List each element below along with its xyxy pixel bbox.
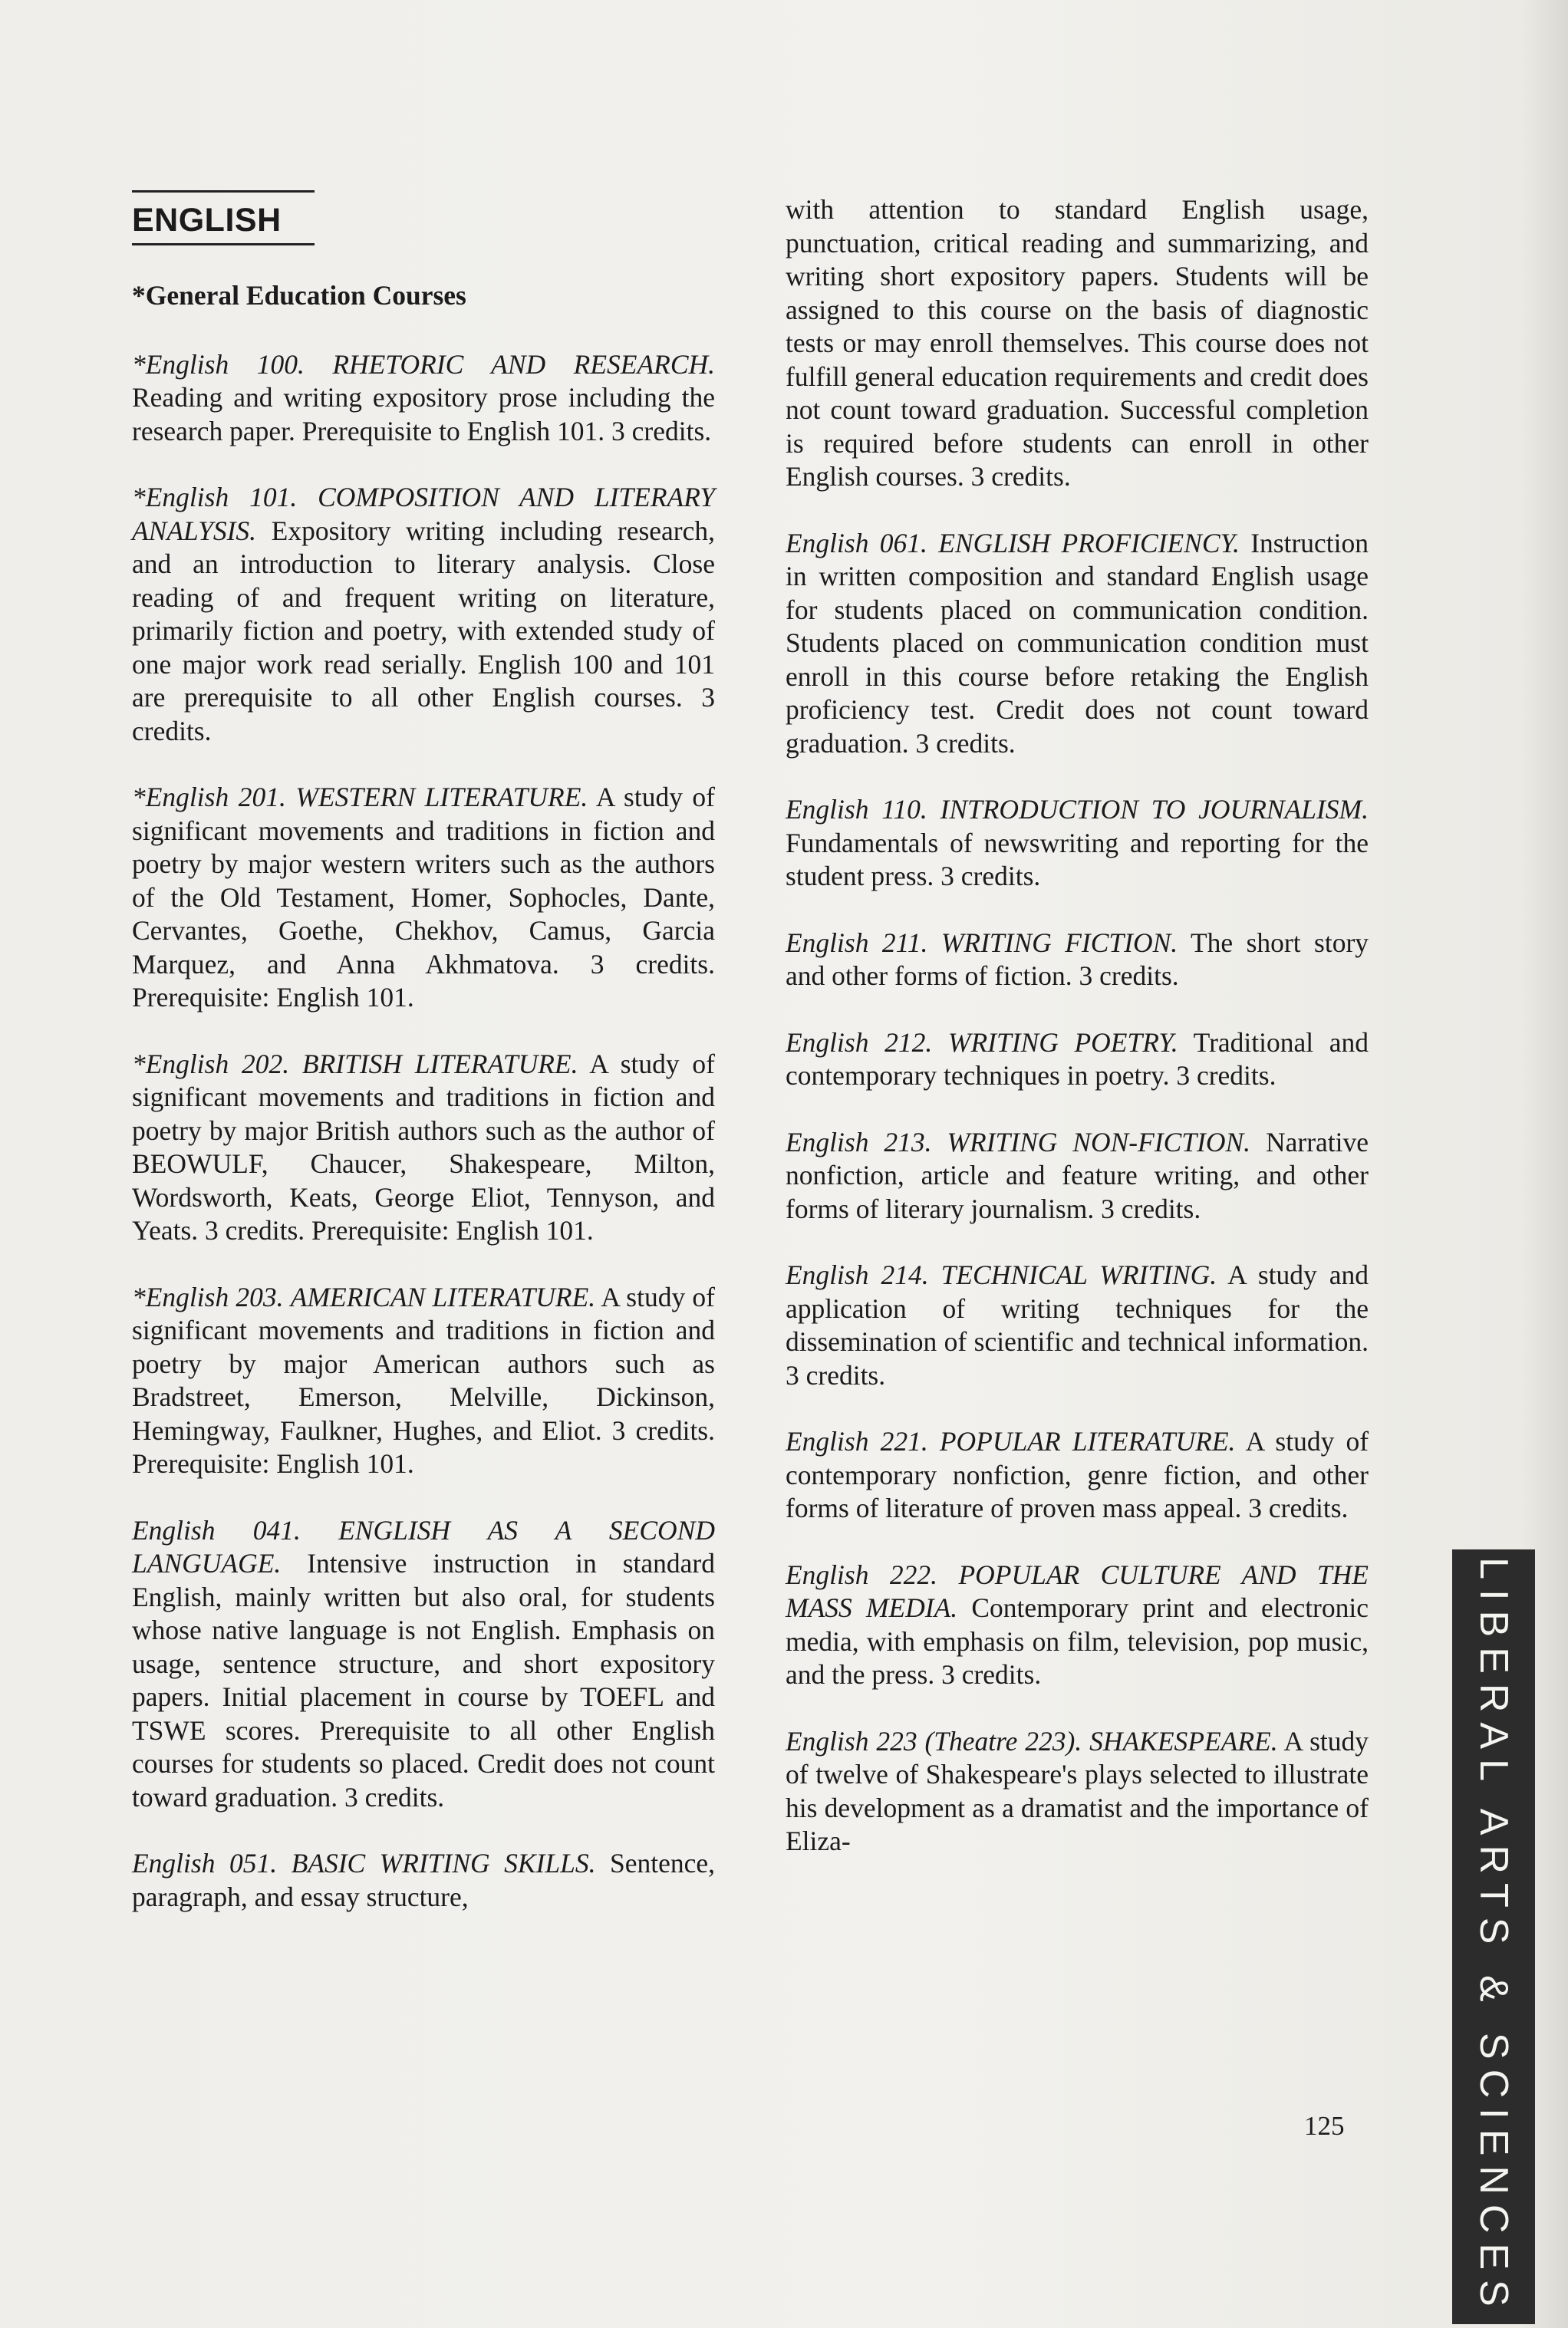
course-code: English 222. xyxy=(786,1559,938,1590)
side-tab-label: LIBERAL ARTS & SCIENCES xyxy=(1471,1557,1516,2316)
course-code: English 223 (Theatre 223). xyxy=(786,1725,1082,1757)
course-title: WRITING FICTION. xyxy=(940,927,1178,958)
course-entry xyxy=(786,927,1369,993)
course-code: English 110. xyxy=(786,794,927,825)
right-column xyxy=(786,193,1369,1892)
left-column xyxy=(132,190,715,1947)
course-description: Contemporary print and electronic media, with emphasis on film, television, pop music, and the press. 3 credits. xyxy=(786,1592,1369,1690)
course-entry xyxy=(786,1259,1369,1392)
course-entry xyxy=(786,1026,1369,1093)
course-entry xyxy=(132,348,715,449)
course-title: WRITING NON-FICTION. xyxy=(947,1126,1251,1157)
course-description: Instruction in written composition and standard English usage for students placed on communication condition. Students placed on communication condition must enroll in this course before retaking the English proficiency test. Credit does not count toward graduation. 3 credits. xyxy=(786,527,1369,759)
course-entry xyxy=(786,1559,1369,1692)
course-title: POPULAR LITERATURE. xyxy=(939,1426,1236,1457)
course-title: WESTERN LITERATURE. xyxy=(295,782,588,812)
course-code: *English 203. xyxy=(132,1281,284,1312)
course-code: English 221. xyxy=(786,1426,928,1457)
course-entry xyxy=(132,1514,715,1815)
course-title: BRITISH LITERATURE. xyxy=(301,1048,578,1079)
course-description: A study of significant movements and traditions in fiction and poetry by major American authors such as Bradstreet, Emerson, Melville, Dickinson, Hemingway, Faulkner, Hughes, and Eliot. 3 credits. Prerequisite: English 101. xyxy=(132,1281,715,1479)
course-entry xyxy=(132,1281,715,1481)
course-title: TECHNICAL WRITING. xyxy=(940,1259,1217,1290)
course-code: *English 101. xyxy=(132,482,298,512)
course-description: Expository writing including research, and an introduction to literary analysis. Close reading of and frequent writing on literature, primarily fiction and poetry, with extended study of one major work read serially. English 100 and 101 are prerequisite to all other English courses. 3 credits. xyxy=(132,515,715,746)
section-subhead: *General Education Courses xyxy=(132,280,466,311)
course-entry xyxy=(132,1847,715,1914)
course-code: *English 201. xyxy=(132,782,286,812)
course-description: A study and application of writing techniques for the dissemination of scientific and technical information. 3 credits. xyxy=(786,1259,1369,1391)
course-code: *English 100. xyxy=(132,348,305,380)
title-rule-bottom xyxy=(132,243,315,245)
course-description: Intensive instruction in standard English, mainly written but also oral, for students whose native language is not English. Emphasis on usage, sentence structure, and short expository papers. Initial placement in course by TOEFL and TSWE scores. Prerequisite to all other English courses for students so placed. Credit does not count toward graduation. 3 credits. xyxy=(132,1548,715,1813)
course-code: English 061. xyxy=(786,527,927,558)
course-title: INTRODUCTION TO JOURNALISM. xyxy=(940,794,1369,825)
course-title: RHETORIC AND RESEARCH. xyxy=(332,348,716,380)
right-course-list xyxy=(786,527,1369,1859)
title-rule-top xyxy=(132,190,315,193)
course-code: English 041. xyxy=(132,1514,301,1546)
section-title: ENGLISH xyxy=(132,202,282,239)
course-title: COMPOSITION AND LITERARY ANALYSIS. xyxy=(132,482,715,546)
course-title: ENGLISH PROFICIENCY. xyxy=(938,527,1240,558)
continued-description: with attention to standard English usage, punctuation, critical reading and summarizing, and writing short expository papers. Students will be assigned to this course on the basis of diagnostic tests or may enroll themselves. This course does not fulfill general education requirements and credit does not count toward graduation. Successful completion is required before students can enroll in other English courses. 3 credits. xyxy=(786,194,1369,492)
left-course-list xyxy=(132,348,715,1915)
course-title: ENGLISH AS A SECOND LANGUAGE. xyxy=(132,1514,715,1579)
course-title: POPULAR CULTURE AND THE MASS MEDIA. xyxy=(786,1559,1369,1623)
course-code: English 213. xyxy=(786,1126,932,1157)
course-code: English 214. xyxy=(786,1259,929,1290)
course-description: A study of contemporary nonfiction, genre fiction, and other forms of literature of proven mass appeal. 3 credits. xyxy=(786,1426,1369,1523)
course-description: Reading and writing expository prose including the research paper. Prerequisite to English 101. 3 credits. xyxy=(132,382,715,446)
course-description: A study of twelve of Shakespeare's plays selected to illustrate his development as a dramatist and the importance of Eliza- xyxy=(786,1725,1369,1856)
course-code: English 212. xyxy=(786,1026,933,1058)
course-description: Fundamentals of newswriting and reporting for the student press. 3 credits. xyxy=(786,827,1369,891)
course-code: *English 202. xyxy=(132,1048,290,1079)
course-title: AMERICAN LITERATURE. xyxy=(290,1281,596,1312)
course-title: BASIC WRITING SKILLS. xyxy=(291,1848,596,1879)
course-description: Narrative nonfiction, article and feature writing, and other forms of literary journalism. 3 credits. xyxy=(786,1126,1369,1224)
course-entry xyxy=(132,1048,715,1248)
course-description: The short story and other forms of fiction. 3 credits. xyxy=(786,927,1369,991)
course-title: WRITING POETRY. xyxy=(947,1026,1178,1058)
course-description: Sentence, paragraph, and essay structure, xyxy=(132,1848,715,1912)
course-entry xyxy=(132,481,715,748)
page-number: 125 xyxy=(1304,2111,1345,2141)
course-entry xyxy=(786,1425,1369,1526)
course-code: English 051. xyxy=(132,1848,278,1879)
course-entry xyxy=(132,781,715,1015)
course-description: A study of significant movements and traditions in fiction and poetry by major western writers such as the authors of the Old Testament, Homer, Sophocles, Dante, Cervantes, Goethe, Chekhov, Camus, Garcia Marquez, and Anna Akhmatova. 3 credits. Prerequisite: English 101. xyxy=(132,782,716,1013)
course-description: A study of significant movements and traditions in fiction and poetry by major British authors such as the author of BEOWULF, Chaucer, Shakespeare, Milton, Wordsworth, Keats, George Eliot, Tennyson, and Yeats. 3 credits. Prerequisite: English 101. xyxy=(132,1048,715,1246)
course-code: English 211. xyxy=(786,927,928,958)
course-entry xyxy=(786,793,1369,894)
course-entry xyxy=(786,1126,1369,1227)
course-entry xyxy=(786,527,1369,761)
course-title: SHAKESPEARE. xyxy=(1089,1725,1278,1757)
section-side-tab xyxy=(1452,1549,1535,2324)
course-entry xyxy=(786,1725,1369,1859)
course-description: Traditional and contemporary techniques in poetry. 3 credits. xyxy=(786,1026,1369,1091)
